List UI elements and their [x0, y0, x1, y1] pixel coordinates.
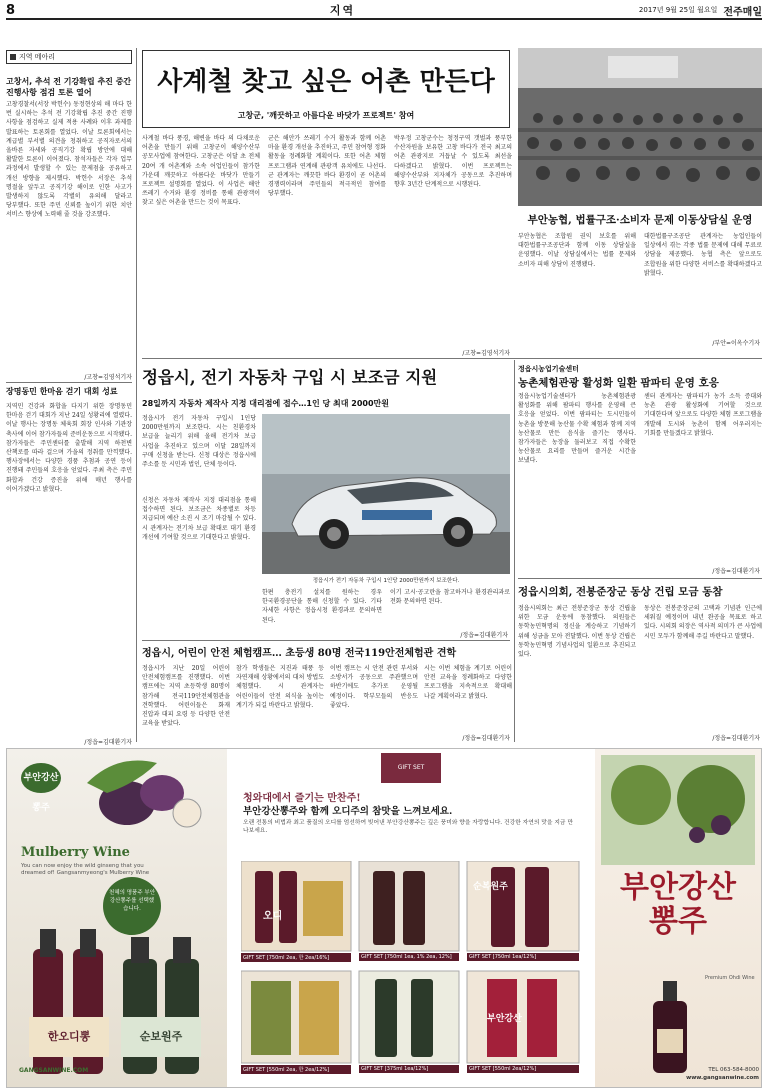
wine-bottle-illustration [635, 981, 715, 1073]
ad-brand-left: Mulberry Wine [21, 845, 130, 860]
column-rule [514, 360, 515, 742]
farm-story-col-2: 센터 관계자는 팜파티가 농가 소득 증대와 농촌 관광 활성화에 기여할 것으로 기대한다며 앞으로도 다양한 체험 프로그램을 개발해 도시와 농촌이 함께 어우러지는 기회를 만들겠다고 밝혔다. [644, 393, 762, 437]
ad-phone: TEL 063-584-8000 [708, 1067, 759, 1073]
gift-set-label-6: GIFT SET [550ml 2ea/12%] [467, 1065, 579, 1073]
ad-left-panel [7, 749, 227, 1087]
ev-story-col-3: 한편 충전기 설치를 원하는 경우 한국환경공단을 통해 신청할 수 있다. 기타 자세한 사항은 정읍시청 환경과로 문의하면 된다. [262, 589, 382, 624]
ad-website[interactable]: www.gangsanwine.com [686, 1075, 759, 1081]
ad-right-brand-en: Premium Ohdi Wine [705, 975, 755, 981]
ad-badge: 천혜의 명품주 부안강산뽕주를 선택했습니다. [103, 877, 161, 935]
farm-story-headline: 농촌체험관광 활성화 일환 팜파티 운영 호응 [518, 377, 719, 389]
left-article-2-headline: 장명동민 한마음 걷기 대회 성료 [6, 387, 118, 396]
ev-story-col-1: 정읍시가 전기 자동차 구입시 1인당 2000만원까지 보조한다. 시는 친환경차 보급을 늘리기 위해 올해 전기차 보급 사업을 추진하고 있으며 이달 28일까지 구매 신청을 받는다. 신청 대상은 정읍시에 주소를 둔 시민과 법인, 단체 등이다. [142, 415, 256, 469]
safety-camp-col-1: 정읍시가 지난 20일 어린이 안전체험캠프를 진행했다. 이번 캠프에는 지역 초등학생 80명이 참가해 전국119안전체험관을 견학했다. 어린이들은 화재 진압과 대피 요령 등 다양한 안전 교육을 받았다. [142, 665, 230, 728]
electric-car-photo [262, 414, 510, 574]
ev-story-byline: /정읍=김대환기자 [460, 632, 508, 639]
ad-center-panel [233, 749, 589, 1087]
top-story-col-1: 사계철 바다 풍경, 해변을 바다 의 다채로운 어촌을 만들기 위해 고창군이 해양수산부 공모사업에 참여한다. 고창군은 이달 초 전체 20여 개 어촌계와 소속 어업인들이 참가한 가운데 깨끗하고 아름다운 바닷가 만들기 프로젝트 설명회를 열었다. 이 사업은 해안 쓰레기 수거와 환경 정비를 통해 관광객이 찾고 싶은 어촌을 만드는 것이 목표다. [142, 135, 260, 207]
ev-story-col-2: 신청은 자동차 제작사 지정 대리점을 통해 접수하면 된다. 보조금은 차종별로 차등 지급되며 예산 소진 시 조기 마감될 수 있다. 시 관계자는 전기차 보급 확대로 대기 환경 개선에 기여할 것으로 기대한다고 밝혔다. [142, 497, 256, 541]
column-rule [136, 48, 137, 742]
nh-story-byline: /부안=이옥수기자 [712, 340, 760, 347]
ad-bottle-label-5: 부안강산 [487, 1014, 522, 1024]
ad-right-panel [595, 749, 761, 1087]
orchard-photo [601, 755, 755, 865]
divider [6, 382, 132, 383]
council-story-byline: /정읍=김대환기자 [712, 735, 760, 742]
ad-left-logo: 부안강산 뽕주 [21, 763, 61, 793]
top-story-byline: /고창=김영석기자 [462, 350, 510, 357]
issue-date: 2017년 9월 25일 월요일 [638, 6, 718, 14]
farm-story-col-1: 정읍시농업기술센터가 농촌체험관광 활성화를 위해 팜파티 행사를 운영해 큰 호응을 얻었다. 이번 팜파티는 도시민들이 농촌을 방문해 농산물 수확 체험과 함께 지역 농산물로 만든 음식을 즐기는 행사다. 참가자들은 농장을 둘러보고 직접 수확한 농산물로 요리를 만들며 즐거운 시간을 보냈다. [518, 393, 636, 465]
safety-camp-col-4: 시는 이번 체험을 계기로 어린이 안전 교육을 정례화하고 다양한 프로그램을 지속적으로 확대해 나갈 계획이라고 밝혔다. [424, 665, 512, 700]
nh-story-headline: 부안농협, 법률구조·소비자 문제 이동상담실 운영 [527, 214, 753, 226]
left-article-1-body: 고창경찰서(서장 박헌수) 동정현상의 해 마다 한 번 실시하는 추석 전 기강확립 추진 중간 진행 사항을 점검하고 실제 적용 사례와 이후 과제를 발표하는 토론회를 열었다. 이날 토론회에서는 계급별 부서별 의견을 청취하고 공직자로서의 올바른 자세와 공직기강 확립 방안에 대해 활발한 토론이 이어졌다. 참석자들은 각자 업무 과정에서 발생할 수 있는 문제점을 공유하고 개선 방향을 제시했다. 박헌수 서장은 추석 명절을 앞두고 공직기강 해이로 인한 사고가 발생하지 않도록 각별히 유의해 달라고 당부했다. 또한 주민 신뢰를 높이기 위한 치안 서비스 향상에 노력해 줄 것을 강조했다. [6, 101, 132, 219]
ad-tagline-left: You can now enjoy the wild ginseng that you dreamed of! Gangsanmyeong's Mulberry Wine [21, 863, 150, 876]
gift-set-label-5: GIFT SET [375ml 1ea/12%] [359, 1065, 459, 1073]
top-story-col-3: 박우정 고창군수는 청정구역 갯벌과 풍부한 수산자원을 보유한 고창 바다가 전국 최고의 어촌 관광지로 거듭날 수 있도록 최선을 다하겠다고 밝혔다. 이번 프로젝트는 해양수산부와 지자체가 공동으로 추진하며 향후 3년간 단계적으로 시행된다. [394, 135, 512, 189]
safety-camp-col-3: 이번 캠프는 시 안전 관련 부서와 소방서가 공동으로 주관했으며 하반기에도 추가로 운영될 예정이다. 학부모들의 반응도 좋았다. [330, 665, 418, 709]
ad-bottle-label-4: 순복원주 [473, 882, 508, 892]
left-article-1-headline: 고창서, 추석 전 기강확립 추진 중간 진행사항 점검 토론 열어 [6, 77, 132, 97]
gift-set-label-1: GIFT SET [750ml 2ea, 한 2ea/16%] [241, 953, 351, 962]
top-story-subhead: 고창군, '깨끗하고 아름다운 바닷가 프로젝트' 참여 [237, 111, 415, 120]
top-story-col-2: 군은 해안가 쓰레기 수거 활동과 함께 어촌 마을 환경 개선을 추진하고, 주민 참여형 정화 활동을 정례화할 계획이다. 또한 어촌 체험 프로그램과 연계해 관광객 유치에도 나선다. 군 관계자는 깨끗한 바다 환경이 곧 어촌의 경쟁력이라며 주민들의 적극적인 참여를 당부했다. [268, 135, 386, 198]
left-article-2-byline: /정읍=김대환기자 [84, 739, 132, 746]
nh-story-col-2: 대한법률구조공단 관계자는 농업인들이 일상에서 겪는 각종 법률 문제에 대해 무료로 상담을 제공했다. 농협 측은 앞으로도 조합원을 위한 다양한 서비스를 확대하겠다고 밝혔다. [644, 233, 762, 277]
ad-bottle-label-3: 오디 [263, 911, 283, 922]
mulberry-illustration [67, 753, 217, 843]
safety-camp-col-2: 참가 학생들은 지진과 태풍 등 자연재해 상황에서의 대처 방법도 체험했다. 시 관계자는 어린이들이 안전 의식을 높이는 계기가 되길 바란다고 밝혔다. [236, 665, 324, 709]
column-tag: 지역 메아리 [6, 50, 132, 64]
nh-story-col-1: 부안농협은 조합원 권익 보호를 위해 대한법률구조공단과 함께 이동 상담실을 운영했다. 이날 상담실에서는 법률 문제와 소비자 피해 상담이 진행됐다. [518, 233, 636, 268]
ad-intro: 오랜 전통의 비법과 최고 품질의 오디를 엄선하여 빚어낸 부안강산뽕주는 깊은 풍미와 향을 자랑합니다. 건강한 자연의 맛을 지금 만나보세요. [243, 820, 573, 834]
masthead [6, 2, 762, 20]
ev-story-col-4: 이기 고시·공고란을 참고하거나 환경관리과로 전화 문의하면 된다. [390, 589, 510, 606]
gift-set-illustrations [241, 861, 581, 1071]
gift-set-label-2: GIFT SET [750ml 1ea, 1% 2ea, 12%] [359, 953, 459, 961]
left-article-2-body: 지역민 건강과 화합을 다지기 위한 장명동민 한마음 걷기 대회가 지난 24일 성황리에 열렸다. 이날 행사는 장명동 체육회 회장 인사와 기관장 축사에 이어 참가자들의 준비운동으로 시작됐다. 참가자들은 주민센터를 출발해 지역 하천변 산책로를 따라 걸으며 가을의 정취를 만끽했다. 행사장에서는 다양한 경품 추첨과 공연 등이 진행돼 주민들의 호응을 얻었다. 주최 측은 주민 화합과 건강 증진을 위해 매년 행사를 이어가겠다고 밝혔다. [6, 403, 132, 493]
divider [518, 578, 762, 579]
left-article-1-byline: /고창=김영석기자 [84, 374, 132, 381]
ad-logo-url: GANGSANWINE.COM [19, 1067, 89, 1074]
ev-photo-caption: 정읍시가 전기 자동차 구입시 1인당 2000만원까지 보조한다. [312, 578, 460, 584]
safety-camp-headline: 정읍시, 어린이 안전 체험캠프… 초등생 80명 전국119안전체험관 견학 [142, 648, 457, 659]
council-story-col-2: 동상은 전봉준장군의 고택과 기념관 인근에 세워질 예정이며 내년 완공을 목표로 하고 있다. 시의회 의장은 역사적 의미가 큰 사업에 시민 모두가 함께해 주길 바란다고 말했다. [644, 605, 762, 640]
paper-name: 전주매일 [723, 6, 762, 18]
safety-camp-byline: /정읍=김대환기자 [462, 735, 510, 742]
gift-set-label-4: GIFT SET [550ml 2ea, 한 2ea/12%] [241, 1065, 351, 1074]
council-story-col-1: 정읍시의회는 최근 전봉준장군 동상 건립을 위한 모금 운동에 동참했다. 의원들은 동학농민혁명의 정신을 계승하고 기념하기 위해 성금을 모아 전달했다. 이번 동상 건립은 동학농민혁명 기념사업의 일환으로 추진되고 있다. [518, 605, 636, 659]
bottle-pair-illustration [13, 929, 221, 1084]
farm-story-byline: /정읍=김대환기자 [712, 568, 760, 575]
top-story-headline: 사계철 찾고 싶은 어촌 만든다 [157, 67, 495, 97]
top-story-headline-box [142, 50, 510, 128]
mulberry-wine-advertisement[interactable] [6, 748, 762, 1088]
ad-gift-box-icon: GIFT SET [381, 753, 441, 783]
ad-headline-1: 청와대에서 즐기는 만찬주! [243, 793, 361, 804]
ad-bottle-label-2: 순보원주 [121, 1017, 201, 1057]
farm-story-kicker: 정읍시농업기술센터 [518, 365, 579, 373]
page-number: 8 [6, 2, 16, 18]
council-story-headline: 정읍시의회, 전봉준장군 동상 건립 모금 동참 [518, 586, 723, 598]
ev-story-headline: 정읍시, 전기 자동차 구입 시 보조금 지원 [142, 368, 438, 387]
conference-photo [518, 48, 762, 206]
divider [142, 358, 762, 359]
ad-bottle-label-1: 한오디뽕 [29, 1017, 109, 1057]
section-title: 지역 [329, 4, 356, 17]
ev-story-subhead: 28일까지 자동차 제작사 지정 대리점에 접수…1인 당 최대 2000만원 [142, 399, 389, 408]
divider [142, 640, 510, 641]
ad-right-brand: 부안강산 뽕주 [620, 870, 736, 939]
ad-headline-2: 부안강산뽕주와 함께 오디주의 참맛을 느껴보세요. [243, 806, 453, 817]
gift-set-label-3: GIFT SET [750ml 1ea/12%] [467, 953, 579, 961]
